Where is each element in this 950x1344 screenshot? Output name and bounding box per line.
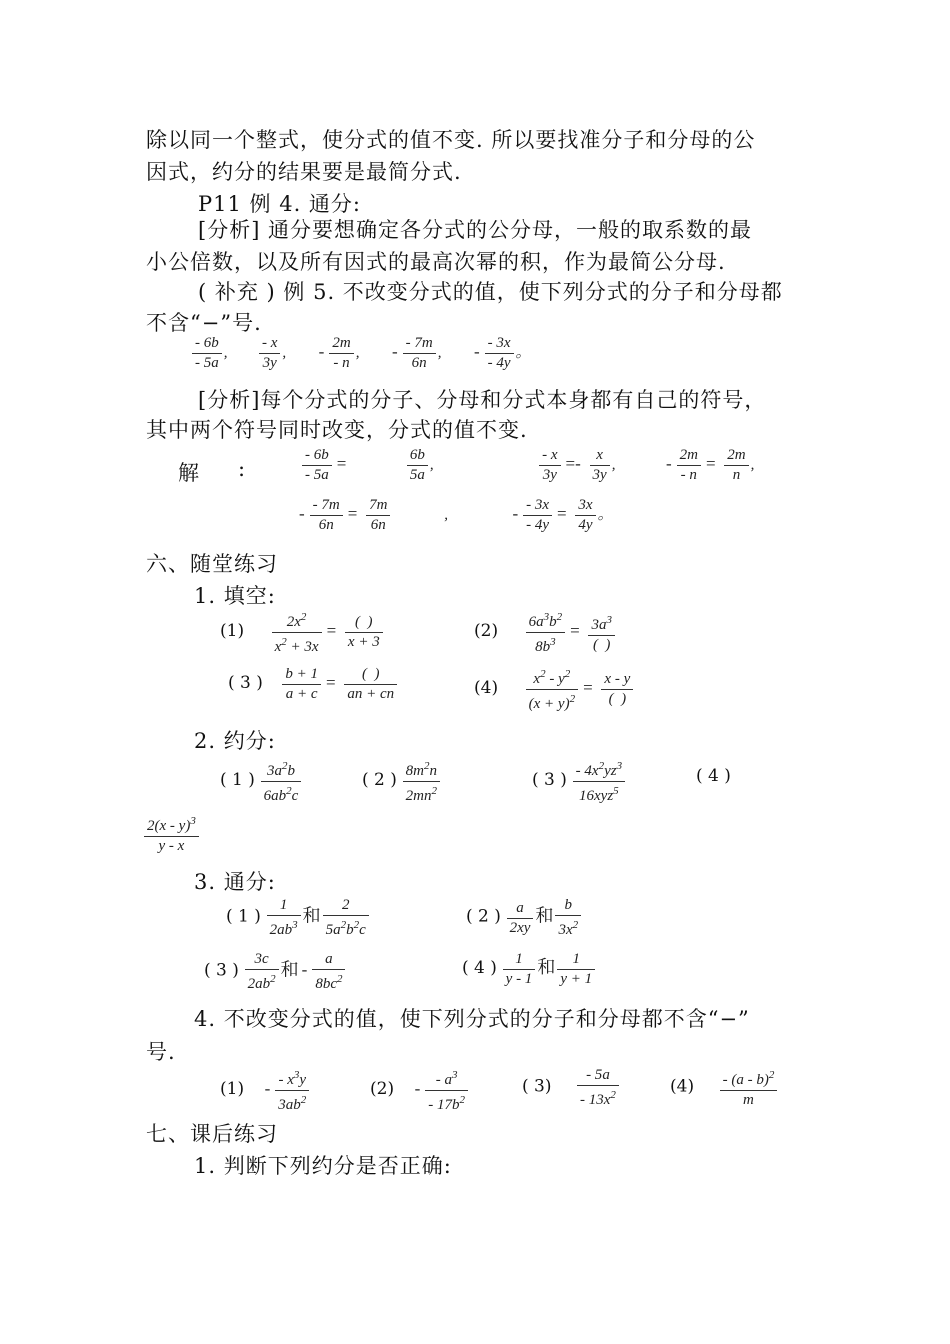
question-heading: 1. 判断下列约分是否正确: <box>194 1154 452 1178</box>
question-heading: 4. 不改变分式的值，使下列分式的分子和分母都不含“−” <box>194 1007 750 1031</box>
text-line: P11 例 4. 通分: <box>198 192 361 216</box>
question-heading: 3. 通分: <box>194 870 276 894</box>
text-line: 小公倍数，以及所有因式的最高次幂的积，作为最简公分母. <box>146 250 726 274</box>
fill-4: (4) $\frac{x^2 - y^2}{(x + y)^2}$ = $\frac{x - y}{( )}$ <box>474 665 635 714</box>
text-line: 除以同一个整式，使分式的值不变. 所以要找准分子和分母的公 <box>146 128 756 152</box>
reduce-4-label: ( 4 ) <box>696 766 731 786</box>
sign-3: ( 3) $\frac{- 5a}{- 13x^2}$ <box>522 1066 621 1110</box>
solution-label: 解 <box>178 461 200 485</box>
sign-2: (2) - $\frac{- a^3}{- 17b^2}$ <box>370 1066 470 1115</box>
common-1: ( 1 ) $\frac{1}{2ab^3}$ 和 $\frac{2}{5a^2b^2c}$ <box>226 896 371 940</box>
question-heading: 2. 约分: <box>194 729 276 753</box>
solution-row-2: - $\frac{- 7m}{6n}$ = $\frac{7m}{6n}$ , - $\frac{- 3x}{- 4y}$ = $\frac{3x}{4y}$ 。 <box>299 497 613 533</box>
sign-4: (4) $\frac{- (a - b)^2}{m}$ <box>670 1066 779 1110</box>
reduce-1: ( 1 ) $\frac{3a^2b}{6ab^2c}$ <box>220 757 303 806</box>
text-line: 不含“−”号. <box>146 311 262 335</box>
fill-3: ( 3 ) $\frac{b + 1}{a + c}$ = $\frac{( )}{an + cn}$ <box>228 665 399 704</box>
fill-1: (1) $\frac{2x^2}{x^2 + 3x}$ = $\frac{( )}{x + 3}$ <box>220 608 385 657</box>
common-2: ( 2 ) $\frac{a}{2xy}$ 和 $\frac{b}{3x^2}$ <box>466 896 583 940</box>
reduce-2: ( 2 ) $\frac{8m^2n}{2mn^2}$ <box>362 757 442 806</box>
question-heading: 1. 填空: <box>194 584 276 608</box>
solution-row-1: $\frac{- 6b}{- 5a}$ = $\frac{6b}{5a}$ , $\frac{- x}{3y}$ =- $\frac{x}{3y}$ , - $\frac{2m}{- n}$ = $\frac{2m}{n}$ , <box>300 446 754 485</box>
text-line: [分析] 通分要想确定各分式的公分母，一般的取系数的最 <box>198 218 753 242</box>
text-line: 号. <box>146 1040 176 1064</box>
text-line: 因式，约分的结果要是最简分式. <box>146 160 462 184</box>
section-heading: 七、课后练习 <box>146 1122 278 1146</box>
section-heading: 六、随堂练习 <box>146 552 278 576</box>
text-line: ( 补充 ) 例 5. 不改变分式的值，使下列分式的分子和分母都 <box>198 280 783 304</box>
math-row: $\frac{- 6b}{- 5a}$ , $\frac{- x}{3y}$ , - $\frac{2m}{- n}$ , - $\frac{- 7m}{6n}$ , - $\frac{- 3x}{- 4y}$ 。 <box>190 334 531 373</box>
text-line: [分析]每个分式的分子、分母和分式本身都有自己的符号， <box>198 388 767 412</box>
reduce-4: $\frac{2(x - y)^3}{y - x}$ <box>142 812 201 856</box>
solution-colon: : <box>238 457 247 481</box>
sign-1: (1) - $\frac{- x^3y}{3ab^2}$ <box>220 1066 311 1115</box>
common-3: ( 3 ) $\frac{3c}{2ab^2}$ 和 - $\frac{a}{8bc^2}$ <box>204 950 347 994</box>
fill-2: (2) $\frac{6a^3b^2}{8b^3}$ = $\frac{3a^3}{( )}$ <box>474 608 617 657</box>
common-4: ( 4 ) $\frac{1}{y - 1}$ 和 $\frac{1}{y + 1}$ <box>462 950 597 989</box>
reduce-3: ( 3 ) $\frac{- 4x^2yz^3}{16xyz^5}$ <box>532 757 627 806</box>
text-line: 其中两个符号同时改变，分式的值不变. <box>146 418 528 442</box>
